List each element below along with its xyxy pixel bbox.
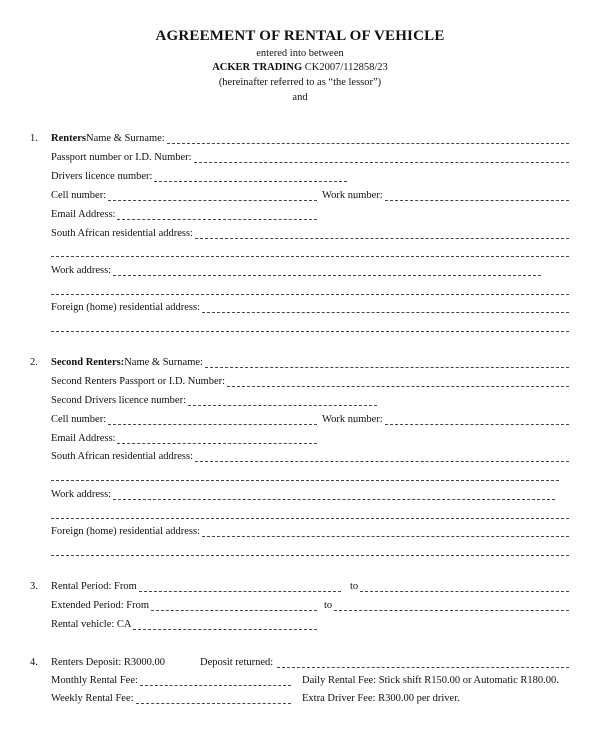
second-renter-sa-address-field-2[interactable] <box>51 470 559 481</box>
renter-name-row <box>51 132 569 146</box>
renter-foreign-address-field[interactable] <box>202 302 569 313</box>
section-4-number: 4. <box>30 657 38 668</box>
document-title: AGREEMENT OF RENTAL OF VEHICLE <box>155 28 445 44</box>
lessor-line <box>0 62 600 73</box>
renter-licence-label: Drivers licence number: <box>51 171 153 182</box>
second-renter-work-address-field-2[interactable] <box>51 508 569 519</box>
entered-into-text: entered into between <box>256 48 344 59</box>
renter-work-address-label: Work address: <box>51 265 112 276</box>
rental-vehicle-label: Rental vehicle: CA <box>51 619 132 630</box>
rental-period-to-field[interactable] <box>360 581 569 592</box>
rental-period-label: Rental Period: From <box>51 581 137 592</box>
second-renter-work-address-label: Work address: <box>51 489 112 500</box>
renter-sa-address-label: South African residential address: <box>51 228 194 239</box>
deposit-returned-field[interactable] <box>277 657 569 668</box>
second-renter-passport-label: Second Renters Passport or I.D. Number: <box>51 376 226 387</box>
renter-work-number-row <box>322 189 569 203</box>
extended-period-to-field[interactable] <box>334 600 569 611</box>
renter-foreign-address-label: Foreign (home) residential address: <box>51 302 200 313</box>
renter-name-label: Name & Surname: <box>86 133 165 144</box>
renter-email-label: Email Address: <box>51 209 116 220</box>
second-renter-foreign-address-row <box>51 525 569 539</box>
weekly-fee-row <box>51 692 291 706</box>
daily-fee-row <box>302 674 570 688</box>
section-3-number: 3. <box>30 581 38 592</box>
renter-passport-label: Passport number or I.D. Number: <box>51 152 192 163</box>
weekly-fee-label: Weekly Rental Fee: <box>51 693 134 704</box>
renter-work-number-label: Work number: <box>322 190 383 201</box>
renter-sa-address-field-2[interactable] <box>51 246 569 257</box>
renter-work-address-line2 <box>51 283 569 297</box>
section-2-number: 2. <box>30 357 38 368</box>
deposit-returned-row <box>200 656 569 670</box>
company-name: ACKER TRADING <box>212 62 303 73</box>
lessor-referred-text: (hereinafter referred to as “the lessor”) <box>218 77 382 88</box>
second-renter-work-address-row <box>51 488 555 502</box>
second-renter-sa-address-line2 <box>51 469 559 483</box>
second-renter-work-address-line2 <box>51 507 569 521</box>
extended-period-to-row <box>324 599 569 613</box>
monthly-fee-row <box>51 674 291 688</box>
renter-work-address-field[interactable] <box>113 265 541 276</box>
rental-period-from-row <box>51 580 341 594</box>
second-renter-foreign-address-field[interactable] <box>202 526 569 537</box>
renter-name-field[interactable] <box>167 133 569 144</box>
second-renter-work-number-field[interactable] <box>385 414 569 425</box>
renters-heading: Renters <box>51 133 86 144</box>
renter-cell-row <box>51 189 317 203</box>
renter-passport-field[interactable] <box>194 152 569 163</box>
monthly-fee-label: Monthly Rental Fee: <box>51 675 138 686</box>
renter-passport-row <box>51 151 569 165</box>
daily-fee-label: Daily Rental Fee: Stick shift R150.00 or Automatic R180.00. <box>302 675 559 686</box>
second-renter-cell-row <box>51 413 317 427</box>
renters-deposit-label: Renters Deposit: R3000.00 <box>51 657 166 668</box>
second-renter-cell-field[interactable] <box>108 414 317 425</box>
second-renter-email-label: Email Address: <box>51 433 116 444</box>
rental-period-from-field[interactable] <box>139 581 341 592</box>
second-renter-sa-address-field[interactable] <box>195 451 569 462</box>
extended-period-label: Extended Period: From <box>51 600 149 611</box>
second-renter-sa-address-row <box>51 450 569 464</box>
company-registration: CK2007/112858/23 <box>302 62 388 73</box>
renter-email-field[interactable] <box>117 209 317 220</box>
second-renter-name-row <box>51 356 569 370</box>
renter-sa-address-line2 <box>51 245 569 259</box>
extended-period-from-field[interactable] <box>151 600 317 611</box>
second-renter-passport-field[interactable] <box>227 376 569 387</box>
extended-period-from-row <box>51 599 317 613</box>
renter-cell-label: Cell number: <box>51 190 107 201</box>
renter-sa-address-row <box>51 227 569 241</box>
renter-cell-field[interactable] <box>108 190 317 201</box>
rental-vehicle-row <box>51 618 317 632</box>
second-renters-heading: Second Renters: <box>51 357 125 368</box>
second-renter-work-address-field[interactable] <box>113 489 555 500</box>
second-renter-foreign-address-field-2[interactable] <box>51 545 569 556</box>
extra-driver-fee-label: Extra Driver Fee: R300.00 per driver. <box>302 693 460 704</box>
renter-work-address-field-2[interactable] <box>51 284 569 295</box>
monthly-fee-field[interactable] <box>140 675 291 686</box>
weekly-fee-field[interactable] <box>136 693 291 704</box>
renter-email-row <box>51 208 317 222</box>
renter-sa-address-field[interactable] <box>195 228 569 239</box>
second-renter-work-number-label: Work number: <box>322 414 383 425</box>
second-renter-licence-row <box>51 394 377 408</box>
deposit-returned-label: Deposit returned: <box>200 657 274 668</box>
second-renter-email-row <box>51 432 317 446</box>
renter-licence-field[interactable] <box>154 171 347 182</box>
and-text: and <box>292 92 308 103</box>
second-renter-work-number-row <box>322 413 569 427</box>
renter-foreign-address-line2 <box>51 320 569 334</box>
second-renter-name-label: Name & Surname: <box>124 357 203 368</box>
second-renter-email-field[interactable] <box>117 433 317 444</box>
second-renter-licence-label: Second Drivers licence number: <box>51 395 186 406</box>
renters-deposit-row <box>51 656 201 670</box>
renter-foreign-address-row <box>51 301 569 315</box>
second-renter-cell-label: Cell number: <box>51 414 107 425</box>
second-renter-foreign-address-line2 <box>51 544 569 558</box>
renter-work-address-row <box>51 264 541 278</box>
section-1-number: 1. <box>30 133 38 144</box>
second-renter-passport-row <box>51 375 569 389</box>
extended-period-to-label: to <box>324 600 333 611</box>
renter-licence-row <box>51 170 347 184</box>
rental-period-to-label: to <box>350 581 359 592</box>
renter-work-number-field[interactable] <box>385 190 569 201</box>
second-renter-name-field[interactable] <box>205 357 569 368</box>
second-renter-foreign-address-label: Foreign (home) residential address: <box>51 526 200 537</box>
rental-period-to-row <box>350 580 569 594</box>
rental-vehicle-field[interactable] <box>133 619 317 630</box>
renter-foreign-address-field-2[interactable] <box>51 321 569 332</box>
second-renter-sa-address-label: South African residential address: <box>51 451 194 462</box>
extra-driver-fee-row <box>302 692 570 706</box>
second-renter-licence-field[interactable] <box>188 395 377 406</box>
